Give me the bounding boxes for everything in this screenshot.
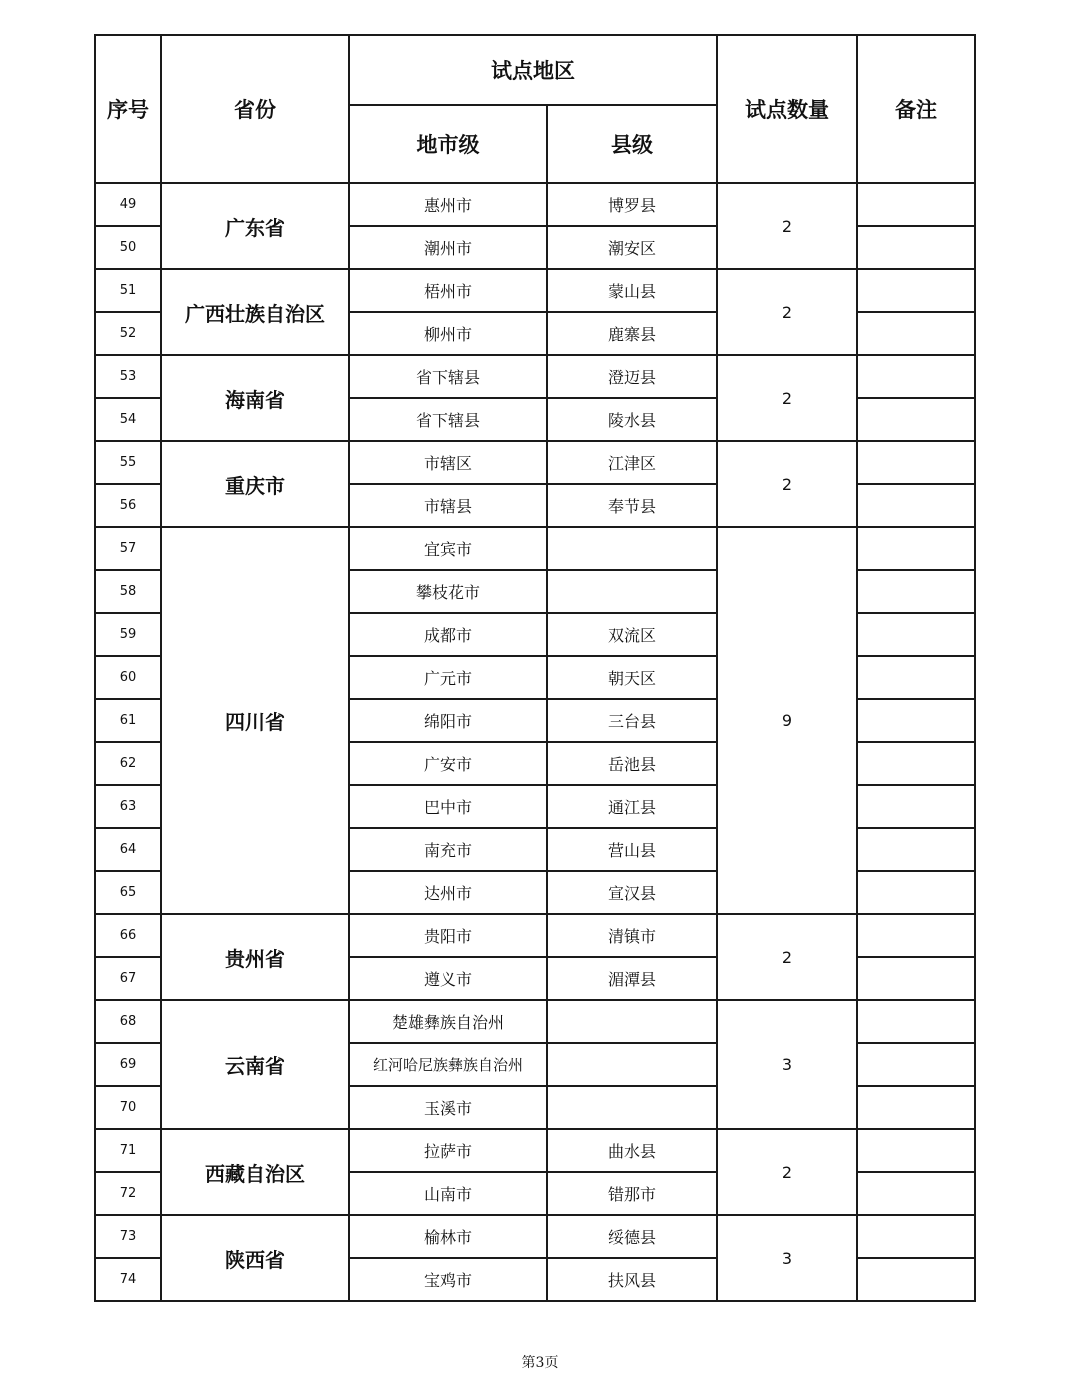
remarks-cell [857,828,975,871]
pilot-count-cell: 2 [717,441,857,527]
row-seq: 73 [95,1215,161,1258]
table-row [95,269,975,312]
pilot-count-cell: 9 [717,527,857,914]
row-seq: 53 [95,355,161,398]
remarks-cell [857,613,975,656]
remarks-cell [857,742,975,785]
city-cell: 巴中市 [349,785,547,828]
header-province: 省份 [161,35,349,183]
city-cell: 省下辖县 [349,355,547,398]
city-cell: 宜宾市 [349,527,547,570]
remarks-cell [857,914,975,957]
county-cell: 岳池县 [547,742,717,785]
row-seq: 57 [95,527,161,570]
city-cell: 达州市 [349,871,547,914]
remarks-cell [857,527,975,570]
row-seq: 50 [95,226,161,269]
county-cell: 鹿寨县 [547,312,717,355]
row-seq: 69 [95,1043,161,1086]
row-seq: 52 [95,312,161,355]
pilot-count-cell: 3 [717,1215,857,1301]
table-row [95,1215,975,1258]
city-cell: 市辖区 [349,441,547,484]
header-pilot-area: 试点地区 [349,35,717,105]
city-cell: 惠州市 [349,183,547,226]
province-cell: 西藏自治区 [161,1129,349,1215]
remarks-cell [857,269,975,312]
table-row [95,1000,975,1043]
city-cell: 玉溪市 [349,1086,547,1129]
county-cell: 绥德县 [547,1215,717,1258]
city-cell: 宝鸡市 [349,1258,547,1301]
pilot-count-cell: 2 [717,183,857,269]
row-seq: 62 [95,742,161,785]
row-seq: 70 [95,1086,161,1129]
table-row [95,527,975,570]
remarks-cell [857,1129,975,1172]
remarks-cell [857,484,975,527]
city-cell: 潮州市 [349,226,547,269]
city-cell: 市辖县 [349,484,547,527]
row-seq: 55 [95,441,161,484]
remarks-cell [857,570,975,613]
county-cell: 宣汉县 [547,871,717,914]
table-row [95,183,975,226]
remarks-cell [857,1043,975,1086]
city-cell: 省下辖县 [349,398,547,441]
pilot-count-cell: 2 [717,355,857,441]
remarks-cell [857,398,975,441]
pilot-areas-table [94,34,976,1302]
remarks-cell [857,785,975,828]
row-seq: 65 [95,871,161,914]
city-cell: 南充市 [349,828,547,871]
remarks-cell [857,699,975,742]
remarks-cell [857,1086,975,1129]
remarks-cell [857,1172,975,1215]
remarks-cell [857,183,975,226]
table-row [95,441,975,484]
city-cell: 广元市 [349,656,547,699]
row-seq: 64 [95,828,161,871]
county-cell: 澄迈县 [547,355,717,398]
pilot-count-cell: 2 [717,914,857,1000]
row-seq: 60 [95,656,161,699]
county-cell [547,1043,717,1086]
header-city-level: 地市级 [349,105,547,183]
row-seq: 71 [95,1129,161,1172]
remarks-cell [857,656,975,699]
county-cell: 扶风县 [547,1258,717,1301]
row-seq: 61 [95,699,161,742]
county-cell [547,1086,717,1129]
remarks-cell [857,312,975,355]
city-cell: 柳州市 [349,312,547,355]
page-number: 第3页 [521,1355,559,1371]
county-cell: 潮安区 [547,226,717,269]
county-cell: 通江县 [547,785,717,828]
table-row [95,914,975,957]
row-seq: 51 [95,269,161,312]
province-cell: 重庆市 [161,441,349,527]
row-seq: 56 [95,484,161,527]
row-seq: 68 [95,1000,161,1043]
city-cell: 攀枝花市 [349,570,547,613]
county-cell: 错那市 [547,1172,717,1215]
city-cell: 绵阳市 [349,699,547,742]
county-cell: 奉节县 [547,484,717,527]
remarks-cell [857,355,975,398]
city-cell: 红河哈尼族彝族自治州 [349,1043,547,1086]
county-cell [547,527,717,570]
county-cell: 陵水县 [547,398,717,441]
county-cell: 朝天区 [547,656,717,699]
county-cell [547,570,717,613]
header-pilot-count: 试点数量 [717,35,857,183]
city-cell: 拉萨市 [349,1129,547,1172]
county-cell: 双流区 [547,613,717,656]
row-seq: 54 [95,398,161,441]
county-cell: 营山县 [547,828,717,871]
table-row [95,1129,975,1172]
county-cell: 三台县 [547,699,717,742]
row-seq: 58 [95,570,161,613]
row-seq: 66 [95,914,161,957]
remarks-cell [857,1000,975,1043]
remarks-cell [857,871,975,914]
row-seq: 63 [95,785,161,828]
province-cell: 海南省 [161,355,349,441]
pilot-count-cell: 2 [717,269,857,355]
city-cell: 遵义市 [349,957,547,1000]
city-cell: 成都市 [349,613,547,656]
pilot-count-cell: 3 [717,1000,857,1129]
row-seq: 67 [95,957,161,1000]
header-county-level: 县级 [547,105,717,183]
remarks-cell [857,226,975,269]
county-cell: 博罗县 [547,183,717,226]
province-cell: 广东省 [161,183,349,269]
province-cell: 四川省 [161,527,349,914]
province-cell: 贵州省 [161,914,349,1000]
county-cell [547,1000,717,1043]
city-cell: 贵阳市 [349,914,547,957]
remarks-cell [857,441,975,484]
city-cell: 梧州市 [349,269,547,312]
row-seq: 49 [95,183,161,226]
county-cell: 清镇市 [547,914,717,957]
header-remarks: 备注 [857,35,975,183]
county-cell: 湄潭县 [547,957,717,1000]
row-seq: 59 [95,613,161,656]
county-cell: 蒙山县 [547,269,717,312]
table-body [95,183,975,1301]
city-cell: 广安市 [349,742,547,785]
province-cell: 广西壮族自治区 [161,269,349,355]
province-cell: 云南省 [161,1000,349,1129]
pilot-count-cell: 2 [717,1129,857,1215]
row-seq: 72 [95,1172,161,1215]
city-cell: 山南市 [349,1172,547,1215]
row-seq: 74 [95,1258,161,1301]
table-row [95,355,975,398]
county-cell: 曲水县 [547,1129,717,1172]
city-cell: 楚雄彝族自治州 [349,1000,547,1043]
province-cell: 陕西省 [161,1215,349,1301]
remarks-cell [857,1258,975,1301]
county-cell: 江津区 [547,441,717,484]
remarks-cell [857,1215,975,1258]
header-seq: 序号 [95,35,161,183]
remarks-cell [857,957,975,1000]
city-cell: 榆林市 [349,1215,547,1258]
